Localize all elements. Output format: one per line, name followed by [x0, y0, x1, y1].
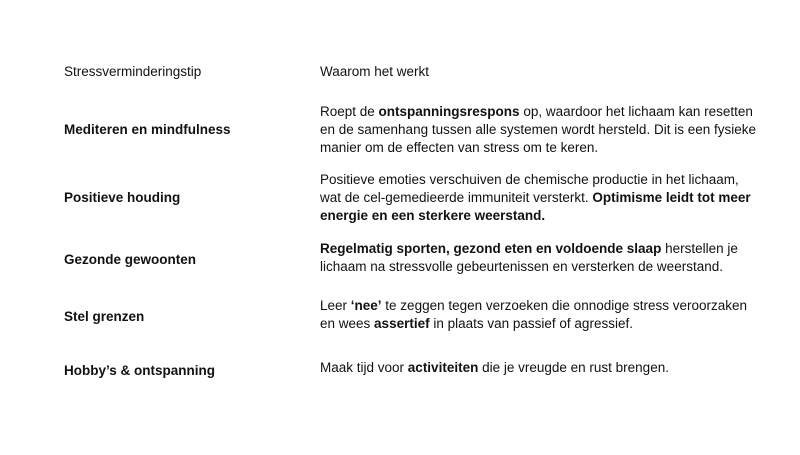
row-why-text — [320, 240, 760, 276]
body-text: Positieve emoties verschuiven de chemische productie in het lichaam, wat de cel-gemedieerde immuniteit versterkt. — [320, 172, 739, 205]
row-tip-label: Mediteren en mindfulness — [64, 122, 231, 137]
row-tip-label: Positieve houding — [64, 190, 181, 205]
column-header-why: Waarom het werkt — [320, 64, 430, 79]
body-text: Roept de — [320, 104, 379, 119]
body-text: op, waardoor het lichaam kan resetten en de samenhang tussen alle systemen wordt hersteld. Dit is een fysieke manier om de effecten van stress om te keren. — [320, 104, 756, 155]
emphasis-text: ‘nee’ — [350, 298, 382, 313]
body-text: die je vreugde en rust brengen. — [478, 360, 669, 375]
row-tip-label: Hobby’s & ontspanning — [64, 363, 215, 378]
body-text: Maak tijd voor — [320, 360, 408, 375]
emphasis-text: Optimisme leidt tot meer energie en een sterkere weerstand. — [320, 190, 751, 223]
column-header-tip: Stressverminderingstip — [64, 64, 202, 79]
emphasis-text: ontspanningsrespons — [378, 104, 520, 119]
row-why-text — [320, 359, 760, 377]
body-text: in plaats van passief of agressief. — [429, 316, 633, 331]
body-text: herstellen je lichaam na stressvolle gebeurtenissen en versterken de weerstand. — [320, 241, 738, 274]
row-tip-label: Gezonde gewoonten — [64, 252, 197, 267]
body-text: te zeggen tegen verzoeken die onnodige stress veroorzaken en wees — [320, 298, 748, 331]
row-tip-label: Stel grenzen — [64, 309, 145, 324]
body-text: Leer — [320, 298, 351, 313]
emphasis-text: assertief — [374, 316, 430, 331]
row-why-text — [320, 297, 760, 333]
row-why-text — [320, 171, 760, 225]
emphasis-text: activiteiten — [407, 360, 479, 375]
row-why-text — [320, 103, 760, 157]
emphasis-text: Regelmatig sporten, gezond eten en voldoende slaap — [320, 241, 662, 256]
